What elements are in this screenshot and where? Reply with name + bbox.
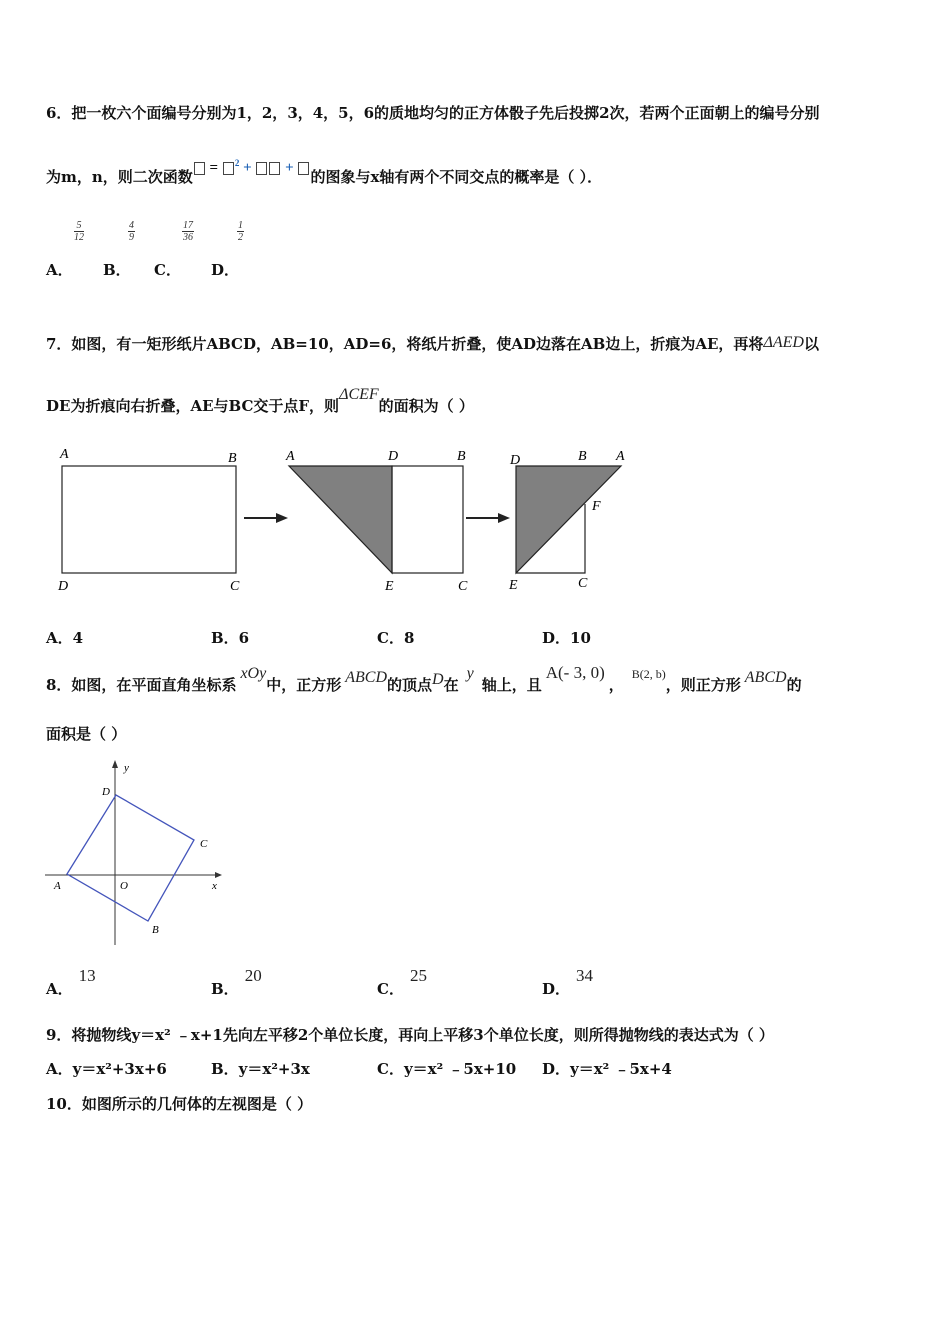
q9-option-a[interactable]: A．y＝x²+3x+6 <box>46 1060 167 1078</box>
q6-frac-a: $\frac{5}{12}$ <box>74 220 84 243</box>
fig3-label-e: E <box>509 578 518 593</box>
q8-option-d[interactable]: D．34 <box>542 966 594 998</box>
q8-y: y <box>466 665 474 682</box>
fig2-label-a: A <box>286 449 295 464</box>
fig3-label-d: D <box>510 453 521 468</box>
q7-line2: DE为折痕向右折叠，AE与BC交于点F，则ΔCEF的面积为（ ） <box>46 386 474 415</box>
q7-option-a[interactable]: A．4 <box>46 629 84 647</box>
q8-coordinate-figure <box>40 755 230 955</box>
q7-option-d[interactable]: D．10 <box>542 629 591 647</box>
q8-abcd-1: ABCD <box>345 669 388 686</box>
fig2-label-c: C <box>458 579 468 594</box>
q6-option-c[interactable]: C． <box>154 261 181 279</box>
q7-triangle-cef: ΔCEF <box>339 386 379 403</box>
x-axis-arrow <box>215 872 222 878</box>
q8-option-a[interactable]: A．13 <box>46 966 96 998</box>
q7-folding-figure <box>40 440 650 600</box>
fig3-label-f: F <box>592 499 601 514</box>
axis-label-y: y <box>124 762 129 774</box>
q7-triangle-aed: ΔAED <box>763 334 804 351</box>
q8-abcd-2: ABCD <box>744 669 787 686</box>
fig2-label-b: B <box>457 449 466 464</box>
fig2-label-e: E <box>385 579 394 594</box>
q9-line: 9．将抛物线y＝x² ﹣x+1先向左平移2个单位长度，再向上平移3个单位长度，则所得抛物线的表达式为（ ） <box>46 1026 774 1044</box>
fig3-label-c: C <box>578 576 588 591</box>
point-label-c: C <box>200 838 208 850</box>
fig3-shaded-triangle <box>516 466 621 573</box>
q7-option-b[interactable]: B．6 <box>211 629 250 647</box>
q6-line1: 6．把一枚六个面编号分别为1，2，3，4，5，6的质地均匀的正方体骰子先后投掷2次，若两个正面朝上的编号分别 <box>46 104 820 122</box>
q8-xoy: xOy <box>240 665 267 682</box>
q7-line1: 7．如图，有一矩形纸片ABCD，AB=10，AD=6，将纸片折叠，使AD边落在AB边上，折痕为AE，再将ΔAED以 <box>46 334 819 353</box>
fig1-label-a: A <box>60 447 69 462</box>
fig1-label-c: C <box>230 579 240 594</box>
fig2-rectangle <box>392 466 463 573</box>
q6-line2 <box>46 158 603 187</box>
fig3-label-a: A <box>616 449 625 464</box>
fig2-label-d: D <box>388 449 399 464</box>
q9-option-d[interactable]: D．y＝x² ﹣5x+4 <box>542 1060 672 1078</box>
q8-line2: 面积是（ ） <box>46 725 127 743</box>
fig2-shaded-triangle <box>289 466 392 573</box>
q8-point-b: B(2, b) <box>631 667 666 681</box>
axis-label-x: x <box>212 880 217 892</box>
point-label-d: D <box>102 786 110 798</box>
q6-option-a[interactable]: A． <box>46 261 73 279</box>
q6-line2-pre: 为m，n，则二次函数 <box>46 168 193 186</box>
fig1-rectangle <box>62 466 236 573</box>
q6-line2-post: 的图象与x轴有两个不同交点的概率是（ ）． <box>310 168 603 186</box>
q10-line: 10．如图所示的几何体的左视图是（ ） <box>46 1095 313 1113</box>
q9-option-b[interactable]: B．y＝x²+3x <box>211 1060 310 1078</box>
square-abcd <box>67 795 194 921</box>
q6-frac-c: $\frac{17}{36}$ <box>183 220 193 243</box>
q9-option-c[interactable]: C．y＝x² ﹣5x+10 <box>377 1060 517 1078</box>
q6-frac-d: $\frac{1}{2}$ <box>238 220 243 243</box>
q8-point-a: A(- 3, 0) <box>545 663 605 682</box>
q6-option-d[interactable]: D． <box>211 261 240 279</box>
q8-option-b[interactable]: B．20 <box>211 966 262 998</box>
point-label-a: A <box>54 880 61 892</box>
point-label-b: B <box>152 924 159 936</box>
origin-label-o: O <box>120 880 128 892</box>
fig1-label-d: D <box>58 579 69 594</box>
q8-d: D <box>432 671 444 688</box>
q8-option-c[interactable]: C．25 <box>377 966 427 998</box>
fig-arrow-1-head <box>276 513 288 523</box>
q8-line1: 8．如图，在平面直角坐标系xOy中，正方形 ABCD的顶点D在y轴上，且A(- 3, 0)，$^{B(2, b)}$，则正方形 ABCD的 <box>46 663 802 694</box>
fig-arrow-2-head <box>498 513 510 523</box>
q6-function: = $^2$ + + <box>193 160 311 176</box>
fig3-label-b: B <box>578 449 587 464</box>
fig1-label-b: B <box>228 451 237 466</box>
q6-frac-b: $\frac{4}{9}$ <box>129 220 134 243</box>
q6-option-b[interactable]: B． <box>103 261 131 279</box>
q7-option-c[interactable]: C．8 <box>377 629 415 647</box>
y-axis-arrow <box>112 760 118 768</box>
